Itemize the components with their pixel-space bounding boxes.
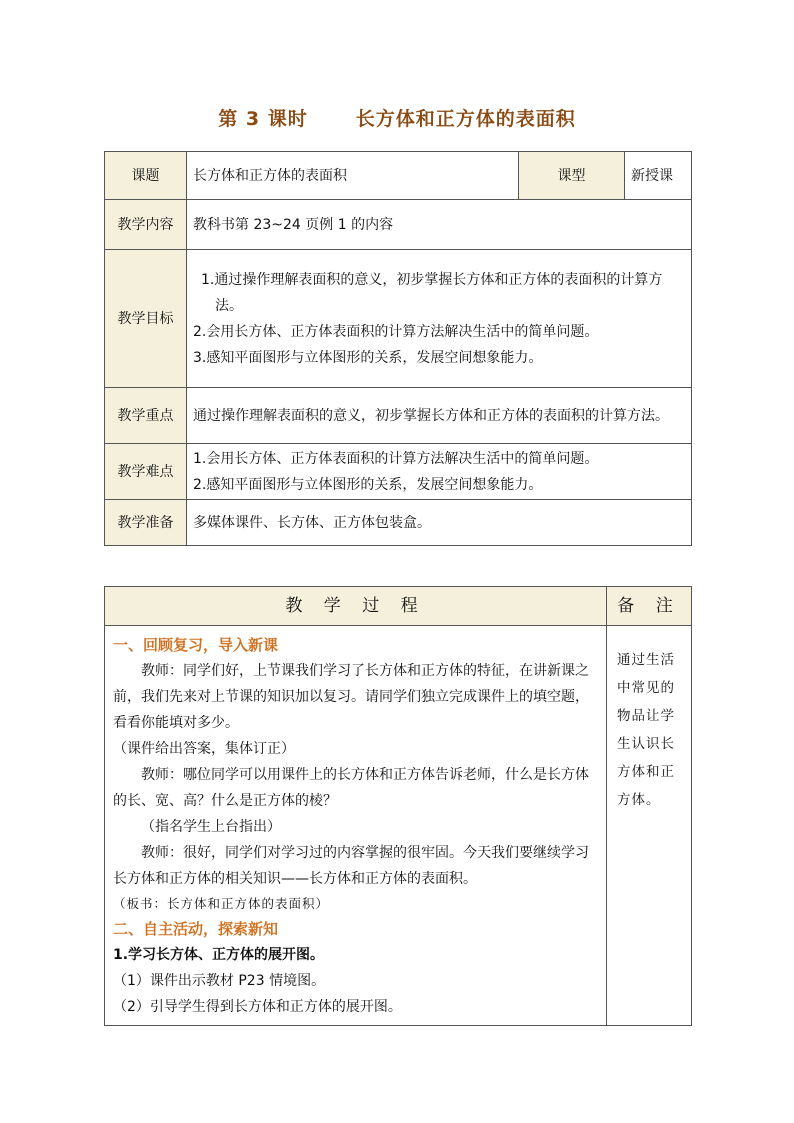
paragraph: （课件给出答案，集体订正）	[113, 741, 295, 757]
prep-value: 多媒体课件、长方体、正方体包装盒。	[187, 500, 692, 546]
paragraph: （指名学生上台指出）	[141, 819, 281, 835]
paragraph: （1）课件出示教材 P23 情境图。	[113, 973, 326, 989]
board-note: （板书：长方体和正方体的表面积）	[113, 896, 330, 911]
topic-label: 课题	[105, 152, 187, 200]
prep-label: 教学准备	[105, 500, 187, 546]
paragraph: 教师：哪位同学可以用课件上的长方体和正方体告诉老师，什么是长方体的长、宽、高？什么是正方体的棱？	[113, 767, 589, 809]
paragraph: 教师：很好，同学们对学习过的内容掌握的很牢固。今天我们要继续学习长方体和正方体的相关知识——长方体和正方体的表面积。	[113, 845, 589, 887]
section-2-title: 二、自主活动，探索新知	[113, 920, 279, 938]
lesson-topic: 长方体和正方体的表面积	[355, 108, 576, 130]
topic-value: 长方体和正方体的表面积	[187, 152, 519, 200]
content-label: 教学内容	[105, 200, 187, 250]
goal-item: 2.会用长方体、正方体表面积的计算方法解决生活中的简单问题。	[193, 323, 599, 340]
teaching-process-table	[104, 586, 692, 1026]
goals-label: 教学目标	[105, 250, 187, 388]
type-value: 新授课	[625, 152, 692, 200]
difficult-cell	[187, 444, 692, 500]
process-body	[105, 626, 607, 1026]
section-1-title: 一、回顾复习，导入新课	[113, 636, 279, 654]
process-header: 教 学 过 程	[105, 587, 607, 626]
page-title	[0, 104, 794, 131]
goals-cell	[187, 250, 692, 388]
paragraph: 1.学习长方体、正方体的展开图。	[113, 947, 325, 963]
remark-cell: 通过生活中常见的物品让学生认识长方体和正方体。	[607, 626, 692, 1026]
difficult-label: 教学难点	[105, 444, 187, 500]
difficult-item: 1.会用长方体、正方体表面积的计算方法解决生活中的简单问题。	[193, 450, 599, 467]
note-header: 备 注	[607, 587, 692, 626]
lesson-number: 第 3 课时	[218, 108, 308, 130]
type-label: 课型	[519, 152, 625, 200]
key-label: 教学重点	[105, 388, 187, 444]
paragraph: （2）引导学生得到长方体和正方体的展开图。	[113, 999, 402, 1015]
lesson-info-table	[104, 151, 692, 546]
paragraph: 教师：同学们好，上节课我们学习了长方体和正方体的特征，在讲新课之前，我们先来对上节课的知识加以复习。请同学们独立完成课件上的填空题，看看你能填对多少。	[113, 663, 589, 731]
goal-item: 1.通过操作理解表面积的意义，初步掌握长方体和正方体的表面积的计算方法。	[201, 271, 663, 314]
content-value: 教科书第 23~24 页例 1 的内容	[187, 200, 692, 250]
goal-item: 3.感知平面图形与立体图形的关系，发展空间想象能力。	[193, 349, 543, 366]
difficult-item: 2.感知平面图形与立体图形的关系，发展空间想象能力。	[193, 476, 543, 493]
key-value: 通过操作理解表面积的意义，初步掌握长方体和正方体的表面积的计算方法。	[187, 388, 692, 444]
